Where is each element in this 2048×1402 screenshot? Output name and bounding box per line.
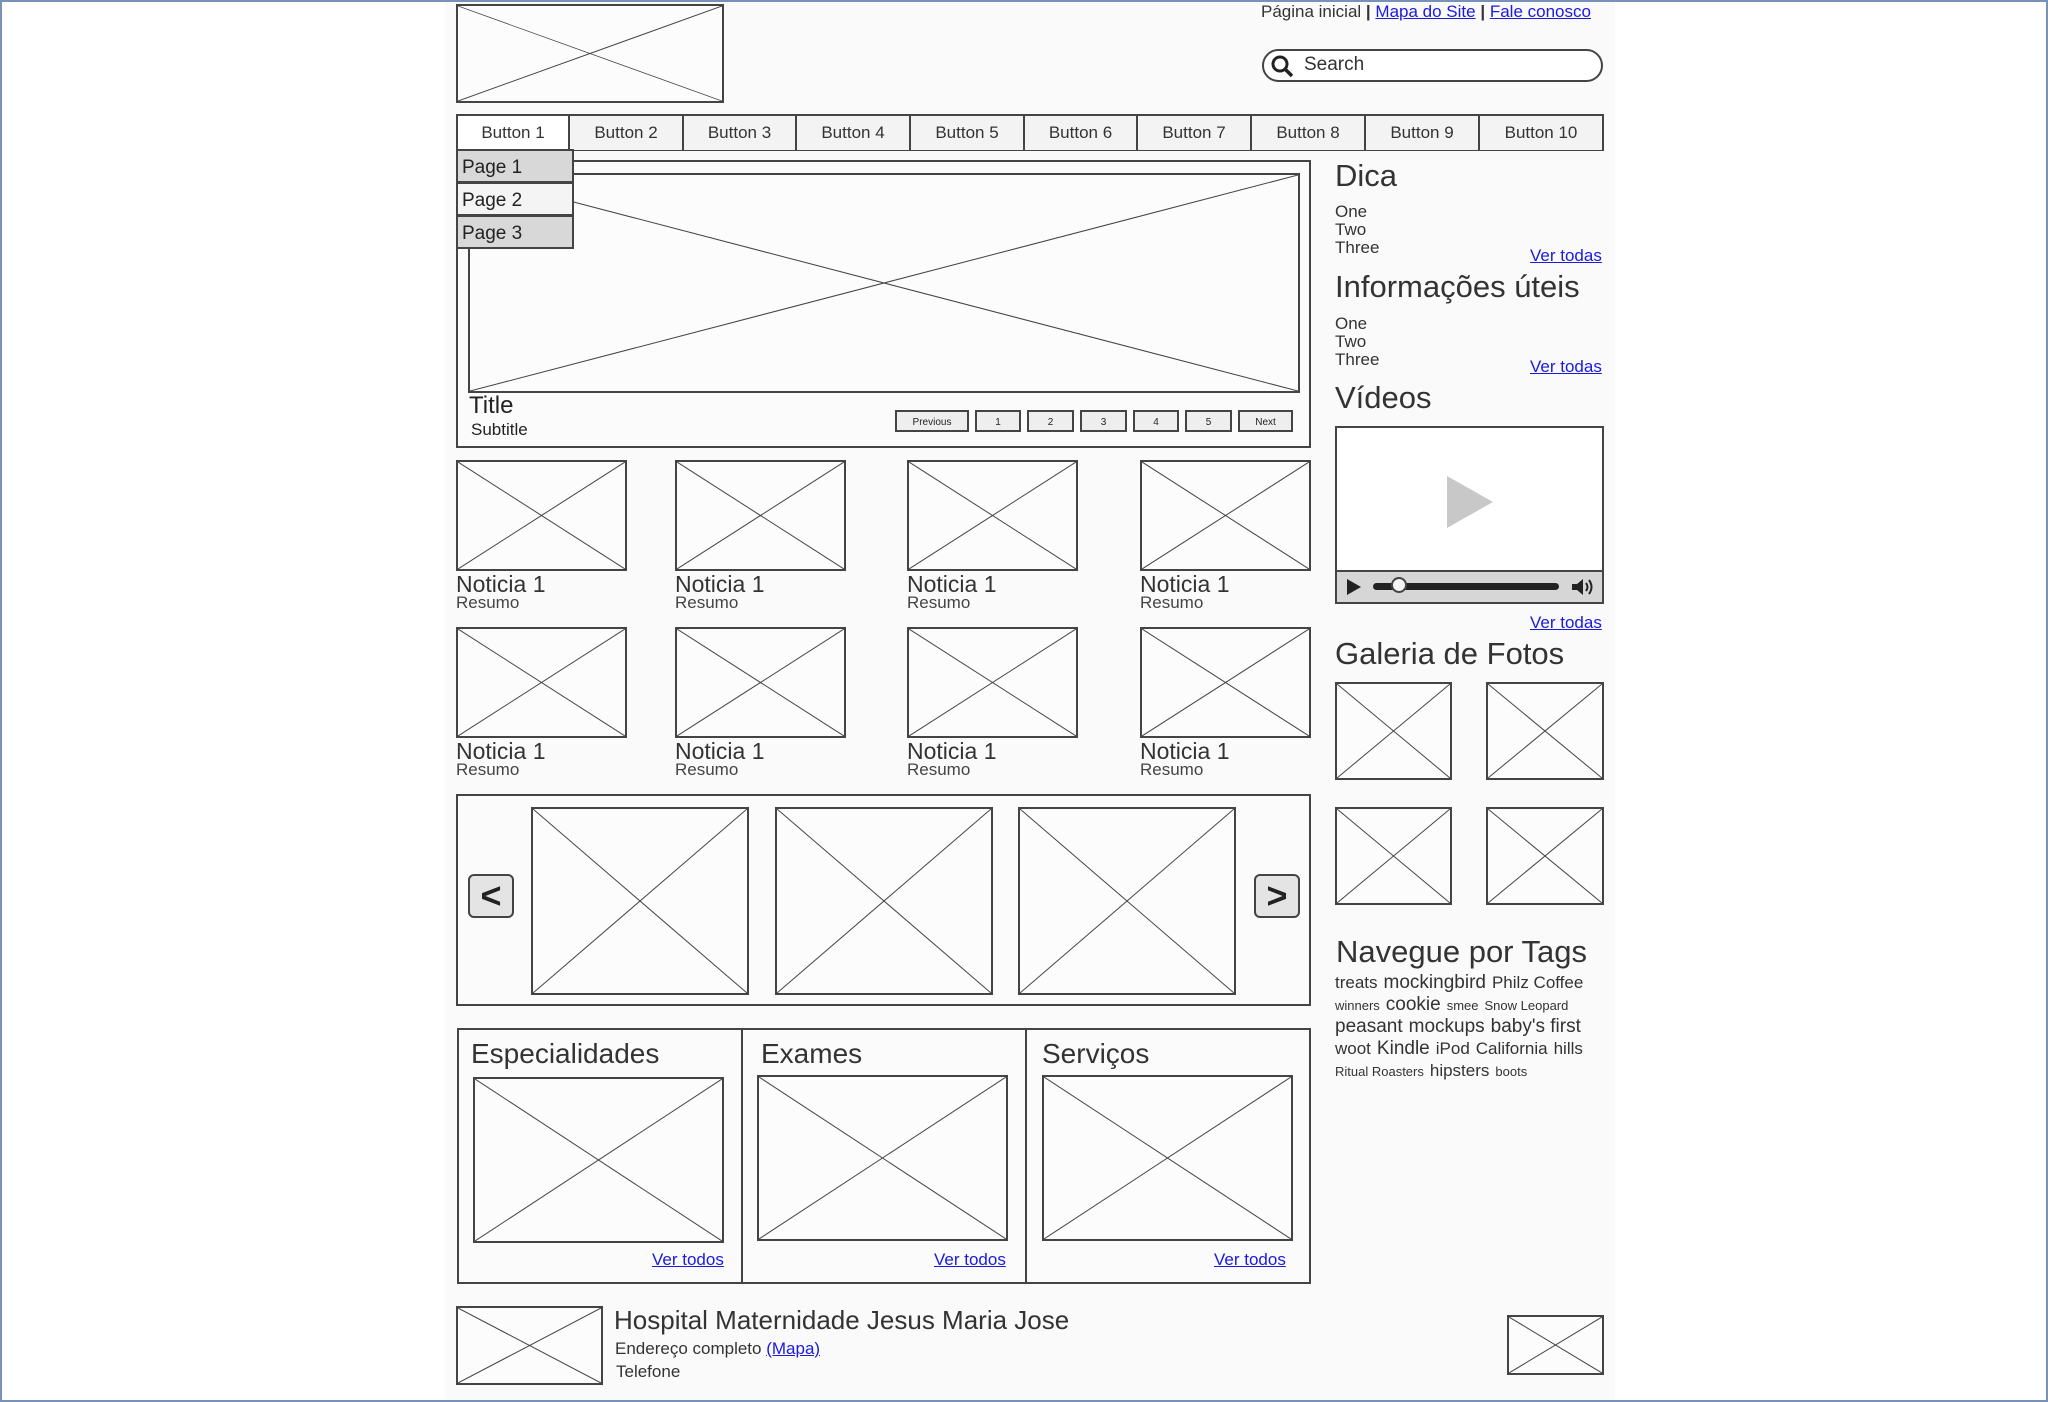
link-sitemap[interactable]: Mapa do Site bbox=[1375, 2, 1476, 21]
footer-partner-logo[interactable] bbox=[1507, 1315, 1604, 1375]
dropdown-item-page-2[interactable]: Page 2 bbox=[456, 182, 574, 216]
news-summary: Resumo bbox=[456, 593, 520, 612]
pager-previous[interactable]: Previous bbox=[895, 410, 969, 432]
tag-link[interactable]: Snow Leopard bbox=[1484, 998, 1569, 1013]
news-image[interactable] bbox=[456, 460, 627, 571]
nav-button-9[interactable]: Button 9 bbox=[1366, 116, 1480, 150]
carousel bbox=[456, 794, 1311, 1006]
news-summary: Resumo bbox=[1140, 593, 1204, 612]
tag-link[interactable]: smee bbox=[1446, 998, 1479, 1013]
link-home[interactable]: Página inicial bbox=[1261, 2, 1362, 21]
news-title[interactable]: Noticia 1 bbox=[907, 571, 997, 597]
footer-phone: Telefone bbox=[616, 1362, 681, 1381]
carousel-prev-button[interactable]: < bbox=[468, 874, 514, 918]
section-title: Serviços bbox=[1042, 1038, 1150, 1069]
tag-link[interactable]: mockups bbox=[1408, 1016, 1485, 1037]
news-image[interactable] bbox=[907, 460, 1078, 571]
sidebar-dica-list bbox=[1335, 203, 1379, 257]
slideshow-image[interactable] bbox=[468, 173, 1300, 393]
news-title[interactable]: Noticia 1 bbox=[675, 738, 765, 764]
nav-button-3[interactable]: Button 3 bbox=[684, 116, 797, 150]
tag-link[interactable]: cookie bbox=[1385, 994, 1441, 1015]
list-item[interactable]: One bbox=[1335, 314, 1368, 333]
nav-button-5[interactable]: Button 5 bbox=[911, 116, 1025, 150]
section-see-all-link[interactable]: Ver todos bbox=[1214, 1250, 1286, 1269]
tag-link[interactable]: woot bbox=[1335, 1039, 1371, 1058]
slideshow-title: Title bbox=[469, 392, 514, 419]
tag-link[interactable]: boots bbox=[1495, 1064, 1528, 1079]
play-overlay-icon[interactable] bbox=[1447, 476, 1493, 533]
videos-see-all-link[interactable]: Ver todas bbox=[1530, 613, 1602, 632]
video-progress-bar[interactable] bbox=[1373, 583, 1559, 590]
sidebar-tags-title: Navegue por Tags bbox=[1336, 934, 1588, 969]
nav-button-6[interactable]: Button 6 bbox=[1025, 116, 1138, 150]
news-title[interactable]: Noticia 1 bbox=[1140, 571, 1230, 597]
section-especialidades bbox=[457, 1028, 743, 1284]
dropdown-item-page-1[interactable]: Page 1 bbox=[456, 149, 574, 183]
nav-button-1[interactable]: Button 1 bbox=[458, 116, 570, 150]
tag-cloud bbox=[1335, 972, 1610, 1082]
section-image[interactable] bbox=[473, 1077, 724, 1243]
carousel-next-button[interactable]: > bbox=[1254, 874, 1300, 918]
news-summary: Resumo bbox=[675, 760, 739, 779]
tag-link[interactable]: hills bbox=[1553, 1039, 1583, 1058]
main-nav bbox=[456, 114, 1604, 151]
section-title: Especialidades bbox=[471, 1038, 660, 1069]
separator: | bbox=[1480, 2, 1486, 21]
tag-link[interactable]: treats bbox=[1335, 973, 1378, 992]
news-summary: Resumo bbox=[456, 760, 520, 779]
section-see-all-link[interactable]: Ver todos bbox=[934, 1250, 1006, 1269]
logo-image[interactable] bbox=[456, 4, 724, 103]
top-links bbox=[1261, 2, 1591, 22]
list-item[interactable]: Two bbox=[1335, 220, 1367, 239]
sidebar-gallery-title: Galeria de Fotos bbox=[1335, 636, 1565, 671]
slideshow-pager bbox=[895, 410, 1295, 434]
info-see-all-link[interactable]: Ver todas bbox=[1530, 357, 1602, 376]
news-title[interactable]: Noticia 1 bbox=[907, 738, 997, 764]
nav-button-2[interactable]: Button 2 bbox=[570, 116, 684, 150]
news-title[interactable]: Noticia 1 bbox=[675, 571, 765, 597]
footer-address-text: Endereço completo bbox=[615, 1339, 762, 1358]
search-input[interactable]: Search bbox=[1304, 54, 1365, 75]
footer-map-link[interactable]: (Mapa) bbox=[766, 1339, 821, 1358]
news-image[interactable] bbox=[907, 627, 1078, 738]
slideshow bbox=[456, 160, 1311, 448]
news-image[interactable] bbox=[456, 627, 627, 738]
tag-link[interactable]: Ritual Roasters bbox=[1335, 1064, 1424, 1079]
tag-link[interactable]: mockingbird bbox=[1383, 972, 1486, 993]
list-item[interactable]: One bbox=[1335, 202, 1368, 221]
tag-link[interactable]: California bbox=[1475, 1039, 1548, 1058]
gallery-photo[interactable] bbox=[1486, 807, 1604, 905]
separator: | bbox=[1365, 2, 1371, 21]
dica-see-all-link[interactable]: Ver todas bbox=[1530, 246, 1602, 265]
tag-link[interactable]: hipsters bbox=[1429, 1061, 1490, 1080]
news-summary: Resumo bbox=[907, 593, 971, 612]
news-title[interactable]: Noticia 1 bbox=[456, 571, 546, 597]
footer-logo[interactable] bbox=[456, 1306, 603, 1385]
carousel-image[interactable] bbox=[775, 807, 993, 995]
sidebar-videos-title: Vídeos bbox=[1335, 380, 1432, 415]
nav-button-4[interactable]: Button 4 bbox=[797, 116, 911, 150]
footer-address bbox=[615, 1339, 820, 1359]
video-player[interactable] bbox=[1335, 426, 1604, 604]
list-item[interactable]: Two bbox=[1335, 332, 1367, 351]
nav-button-7[interactable]: Button 7 bbox=[1138, 116, 1252, 150]
list-item[interactable]: Three bbox=[1335, 350, 1380, 369]
dropdown-item-page-3[interactable]: Page 3 bbox=[456, 215, 574, 249]
pager-page-3[interactable]: 3 bbox=[1080, 410, 1127, 432]
nav-button-10[interactable]: Button 10 bbox=[1480, 116, 1604, 150]
gallery-photo[interactable] bbox=[1335, 807, 1452, 905]
nav-dropdown bbox=[456, 149, 576, 249]
slideshow-subtitle: Subtitle bbox=[471, 420, 528, 439]
sidebar-dica-title: Dica bbox=[1335, 158, 1398, 193]
search-box[interactable] bbox=[1262, 49, 1603, 82]
pager-next[interactable]: Next bbox=[1238, 410, 1293, 432]
nav-button-8[interactable]: Button 8 bbox=[1252, 116, 1366, 150]
pager-page-4[interactable]: 4 bbox=[1133, 410, 1179, 432]
list-item[interactable]: Three bbox=[1335, 238, 1380, 257]
sidebar-info-title: Informações úteis bbox=[1335, 269, 1580, 304]
sidebar-info-list bbox=[1335, 315, 1379, 369]
pager-page-5[interactable]: 5 bbox=[1185, 410, 1232, 432]
tag-link[interactable]: winners bbox=[1335, 998, 1380, 1013]
pager-page-1[interactable]: 1 bbox=[975, 410, 1021, 432]
video-progress-knob[interactable] bbox=[1391, 577, 1407, 593]
section-image[interactable] bbox=[1042, 1075, 1293, 1241]
news-title[interactable]: Noticia 1 bbox=[456, 738, 546, 764]
pager-page-2[interactable]: 2 bbox=[1027, 410, 1074, 432]
carousel-image[interactable] bbox=[531, 807, 749, 995]
tag-link[interactable]: peasant bbox=[1335, 1016, 1403, 1037]
carousel-image[interactable] bbox=[1018, 807, 1236, 995]
section-image[interactable] bbox=[757, 1075, 1008, 1241]
tag-link[interactable]: iPod bbox=[1435, 1039, 1470, 1058]
news-summary: Resumo bbox=[907, 760, 971, 779]
footer-hospital-name: Hospital Maternidade Jesus Maria Jose bbox=[614, 1305, 1070, 1335]
news-image[interactable] bbox=[1140, 627, 1311, 738]
volume-icon[interactable] bbox=[1572, 578, 1596, 601]
news-summary: Resumo bbox=[1140, 760, 1204, 779]
section-see-all-link[interactable]: Ver todos bbox=[652, 1250, 724, 1269]
section-exames bbox=[741, 1028, 1027, 1284]
news-image[interactable] bbox=[675, 460, 846, 571]
search-icon bbox=[1270, 54, 1294, 78]
gallery-photo[interactable] bbox=[1335, 682, 1452, 780]
news-summary: Resumo bbox=[675, 593, 739, 612]
play-icon[interactable] bbox=[1347, 579, 1361, 600]
news-image[interactable] bbox=[675, 627, 846, 738]
video-controls bbox=[1337, 570, 1602, 602]
section-servicos bbox=[1025, 1028, 1311, 1284]
link-contact[interactable]: Fale conosco bbox=[1489, 2, 1591, 21]
news-image[interactable] bbox=[1140, 460, 1311, 571]
tag-link[interactable]: Kindle bbox=[1376, 1038, 1430, 1059]
page-canvas bbox=[445, 0, 1615, 1402]
tag-link[interactable]: baby's first bbox=[1490, 1016, 1581, 1037]
section-title: Exames bbox=[761, 1038, 863, 1069]
gallery-photo[interactable] bbox=[1486, 682, 1604, 780]
tag-link[interactable]: Philz Coffee bbox=[1491, 973, 1584, 992]
news-title[interactable]: Noticia 1 bbox=[1140, 738, 1230, 764]
